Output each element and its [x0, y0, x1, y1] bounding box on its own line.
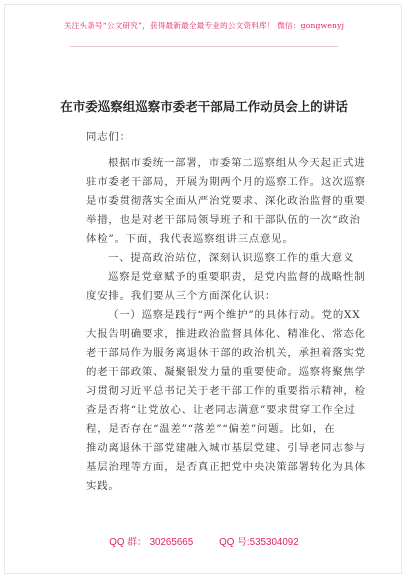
subsection-heading: （一）巡察是践行“两个维护”的具体行动。党的XX — [108, 309, 361, 321]
paragraph-line: 基层治理等方面，是否真正把党中央决策部署转化为具体 — [86, 461, 366, 473]
paragraph-line: 大报告明确要求，推进政治监督具体化、精准化、常态化 — [86, 328, 366, 340]
document-title: 在市委巡察组巡察市委老干部局工作动员会上的讲话 — [60, 99, 348, 114]
paragraph-line: 度安排。我们要从三个方面深化认识： — [86, 290, 277, 302]
paragraph-line: 程，是否存在“温差”“落差”“偏差”问题。比如，在 — [86, 423, 336, 435]
paragraph-line: 巡察是党章赋予的重要职责，是党内监督的战略性制 — [108, 271, 366, 283]
paragraph-line: 实践。 — [86, 480, 120, 492]
spacer — [86, 147, 348, 154]
document-body — [86, 128, 366, 496]
paragraph-line: 老干部局作为服务离退休干部的政治机关，承担着落实党 — [86, 347, 366, 359]
paragraph-line: 举措，也是对老干部局领导班子和干部队伍的一次“政治 — [86, 214, 361, 226]
paragraph-line: 驻市委老干部局，开展为期两个月的巡察工作。这次巡察 — [86, 176, 366, 188]
salutation: 同志们： — [86, 131, 131, 143]
section-heading: 一、提高政治站位，深刻认识巡察工作的重大意义 — [108, 252, 355, 264]
banner-divider — [70, 46, 338, 47]
footer-contact — [0, 534, 408, 548]
qq-number: QQ 号:535304092 — [219, 537, 299, 548]
qq-group-number: QQ 群： 30265665 — [109, 537, 194, 548]
paragraph-line: 体检”。下面，我代表巡察组讲三点意见。 — [86, 233, 294, 245]
top-banner: 关注头条号“公文研究”，获得最新最全最专业的公文资料库！ 微信：gongwenyj — [63, 21, 345, 30]
paragraph-line: 习贯彻习近平总书记关于老干部工作的重要指示精神，检 — [86, 385, 366, 397]
paragraph-line: 是市委贯彻落实全面从严治党要求、深化政治监督的重要 — [86, 195, 366, 207]
paragraph-line: 根据市委统一部署，市委第二巡察组从今天起正式进 — [108, 157, 366, 169]
paragraph-line: 的老干部政策、凝聚银发力量的重要使命。巡察将聚焦学 — [86, 366, 366, 378]
paragraph-line: 推动离退休干部党建融入城市基层党建、引导老同志参与 — [86, 442, 366, 454]
paragraph-line: 查是否将“让党放心、让老同志满意”要求贯穿工作全过 — [86, 404, 356, 416]
